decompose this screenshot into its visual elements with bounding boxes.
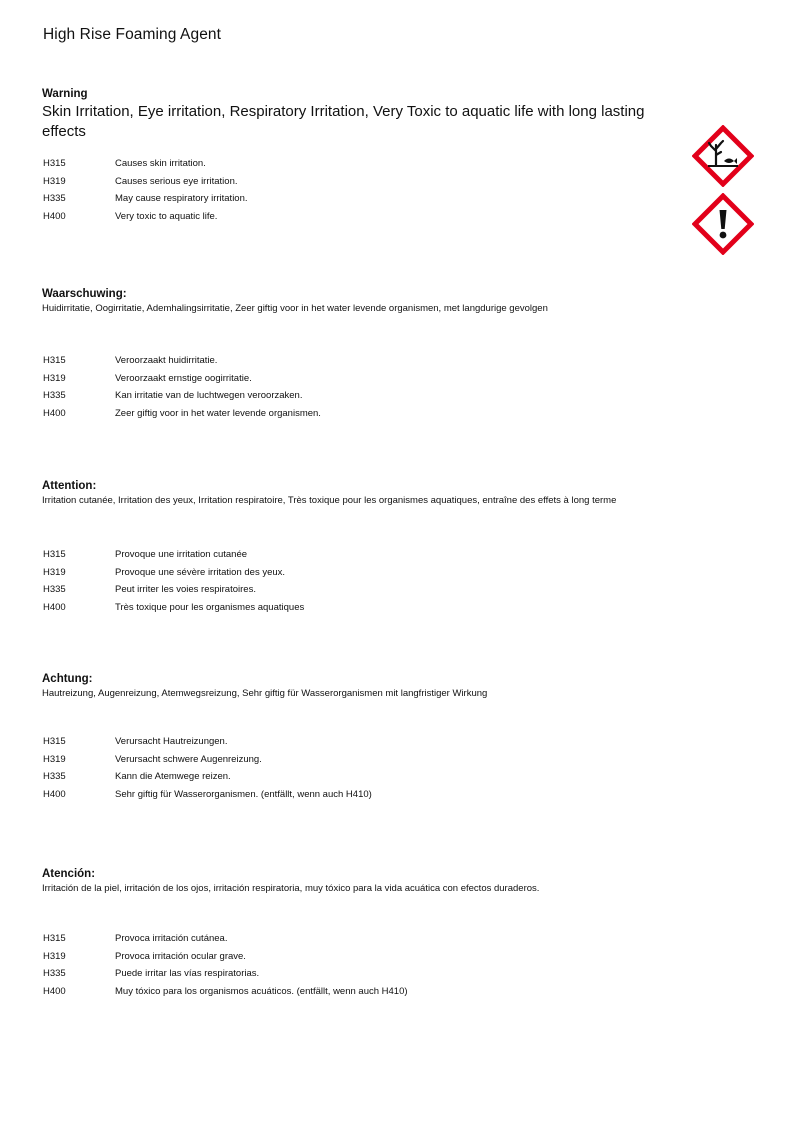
hazard-text: Kann die Atemwege reizen. <box>115 771 231 782</box>
hazard-statements-spanish <box>43 930 408 1000</box>
hazard-row <box>43 352 321 370</box>
signal-word: Warning <box>42 88 88 100</box>
hazard-text: Puede irritar las vías respiratorias. <box>115 968 260 979</box>
hazard-text: Provoque une irritation cutanée <box>115 549 248 560</box>
hazard-statements-french <box>43 546 304 616</box>
hazard-text: Kan irritatie van de luchtwegen veroorzaken. <box>115 390 303 401</box>
hazard-code: H319 <box>43 566 66 578</box>
hazard-code: H400 <box>43 788 66 800</box>
hazard-text: Causes skin irritation. <box>115 158 206 169</box>
hazard-code: H319 <box>43 753 66 765</box>
hazard-code: H335 <box>43 584 66 595</box>
hazard-code: H335 <box>43 968 66 979</box>
section-german <box>42 673 702 700</box>
hazard-row <box>43 190 248 208</box>
hazard-text: Sehr giftig für Wasserorganismen. (entfällt, wenn auch H410) <box>115 788 372 800</box>
hazard-text: Verursacht Hautreizungen. <box>115 736 228 747</box>
hazard-statements-german <box>43 733 372 803</box>
hazard-text: Peut irriter les voies respiratoires. <box>115 584 256 595</box>
hazard-text: Causes serious eye irritation. <box>115 175 238 187</box>
section-english <box>42 88 702 142</box>
hazard-row <box>43 948 408 966</box>
hazard-code: H319 <box>43 175 66 187</box>
hazard-code: H319 <box>43 372 66 384</box>
hazard-row <box>43 786 372 804</box>
hazard-row <box>43 387 321 405</box>
hazard-row <box>43 581 304 599</box>
section-dutch <box>42 288 702 315</box>
hazard-pictograms <box>692 125 754 261</box>
hazard-text: Veroorzaakt huidirritatie. <box>115 355 218 366</box>
hazard-code: H319 <box>43 950 66 962</box>
hazard-text: Verursacht schwere Augenreizung. <box>115 753 262 765</box>
hazard-code: H335 <box>43 771 66 782</box>
hazard-row <box>43 564 304 582</box>
hazard-text: May cause respiratory irritation. <box>115 193 248 204</box>
hazard-row <box>43 965 408 983</box>
hazard-code: H335 <box>43 390 66 401</box>
hazard-row <box>43 370 321 388</box>
hazard-text: Veroorzaakt ernstige oogirritatie. <box>115 372 252 384</box>
signal-word: Achtung: <box>42 673 93 685</box>
hazard-row <box>43 733 372 751</box>
hazard-text: Provoque une sévère irritation des yeux. <box>115 566 286 578</box>
hazard-row <box>43 599 304 617</box>
document-title: High Rise Foaming Agent <box>43 26 222 43</box>
hazard-summary: Irritation cutanée, Irritation des yeux, Irritation respiratoire, Très toxique pour les organismes aquatiques, entraîne des effets à long terme <box>42 495 617 506</box>
hazard-code: H315 <box>43 736 66 747</box>
hazard-text: Muy tóxico para los organismos acuáticos. (entfällt, wenn auch H410) <box>115 985 408 997</box>
hazard-code: H315 <box>43 355 66 366</box>
hazard-row <box>43 768 372 786</box>
hazard-code: H400 <box>43 407 66 419</box>
signal-word: Waarschuwing: <box>42 288 127 300</box>
section-spanish <box>42 868 702 895</box>
signal-word: Attention: <box>42 480 97 492</box>
hazard-text: Très toxique pour les organismes aquatiques <box>115 601 305 613</box>
hazard-text: Very toxic to aquatic life. <box>115 210 218 222</box>
hazard-text: Provoca irritación cutánea. <box>115 933 228 944</box>
hazard-row <box>43 546 304 564</box>
hazard-row <box>43 751 372 769</box>
hazard-statements-english <box>43 155 248 225</box>
ghs07-exclamation-mark-icon <box>692 193 754 255</box>
hazard-summary: Huidirritatie, Oogirritatie, Ademhalingsirritatie, Zeer giftig voor in het water levende organismen, met langdurige gevolgen <box>42 303 548 314</box>
hazard-code: H400 <box>43 985 66 997</box>
hazard-row <box>43 208 248 226</box>
hazard-row <box>43 930 408 948</box>
signal-word: Atención: <box>42 868 96 880</box>
hazard-statements-dutch <box>43 352 321 422</box>
hazard-row <box>43 405 321 423</box>
hazard-summary: Skin Irritation, Eye irritation, Respiratory Irritation, Very Toxic to aquatic life with long lasting effects <box>42 103 645 140</box>
hazard-code: H400 <box>43 601 66 613</box>
hazard-code: H335 <box>43 193 66 204</box>
hazard-text: Zeer giftig voor in het water levende organismen. <box>115 407 321 419</box>
hazard-summary: Irritación de la piel, irritación de los ojos, irritación respiratoria, muy tóxico para la vida acuática con efectos duraderos. <box>42 883 540 894</box>
hazard-row <box>43 173 248 191</box>
hazard-row <box>43 155 248 173</box>
hazard-code: H315 <box>43 933 66 944</box>
hazard-code: H315 <box>43 158 66 169</box>
hazard-code: H400 <box>43 210 66 222</box>
hazard-text: Provoca irritación ocular grave. <box>115 950 246 962</box>
hazard-row <box>43 983 408 1001</box>
hazard-summary: Hautreizung, Augenreizung, Atemwegsreizung, Sehr giftig für Wasserorganismen mit langfristiger Wirkung <box>42 688 488 699</box>
section-french <box>42 480 702 507</box>
hazard-code: H315 <box>43 549 66 560</box>
